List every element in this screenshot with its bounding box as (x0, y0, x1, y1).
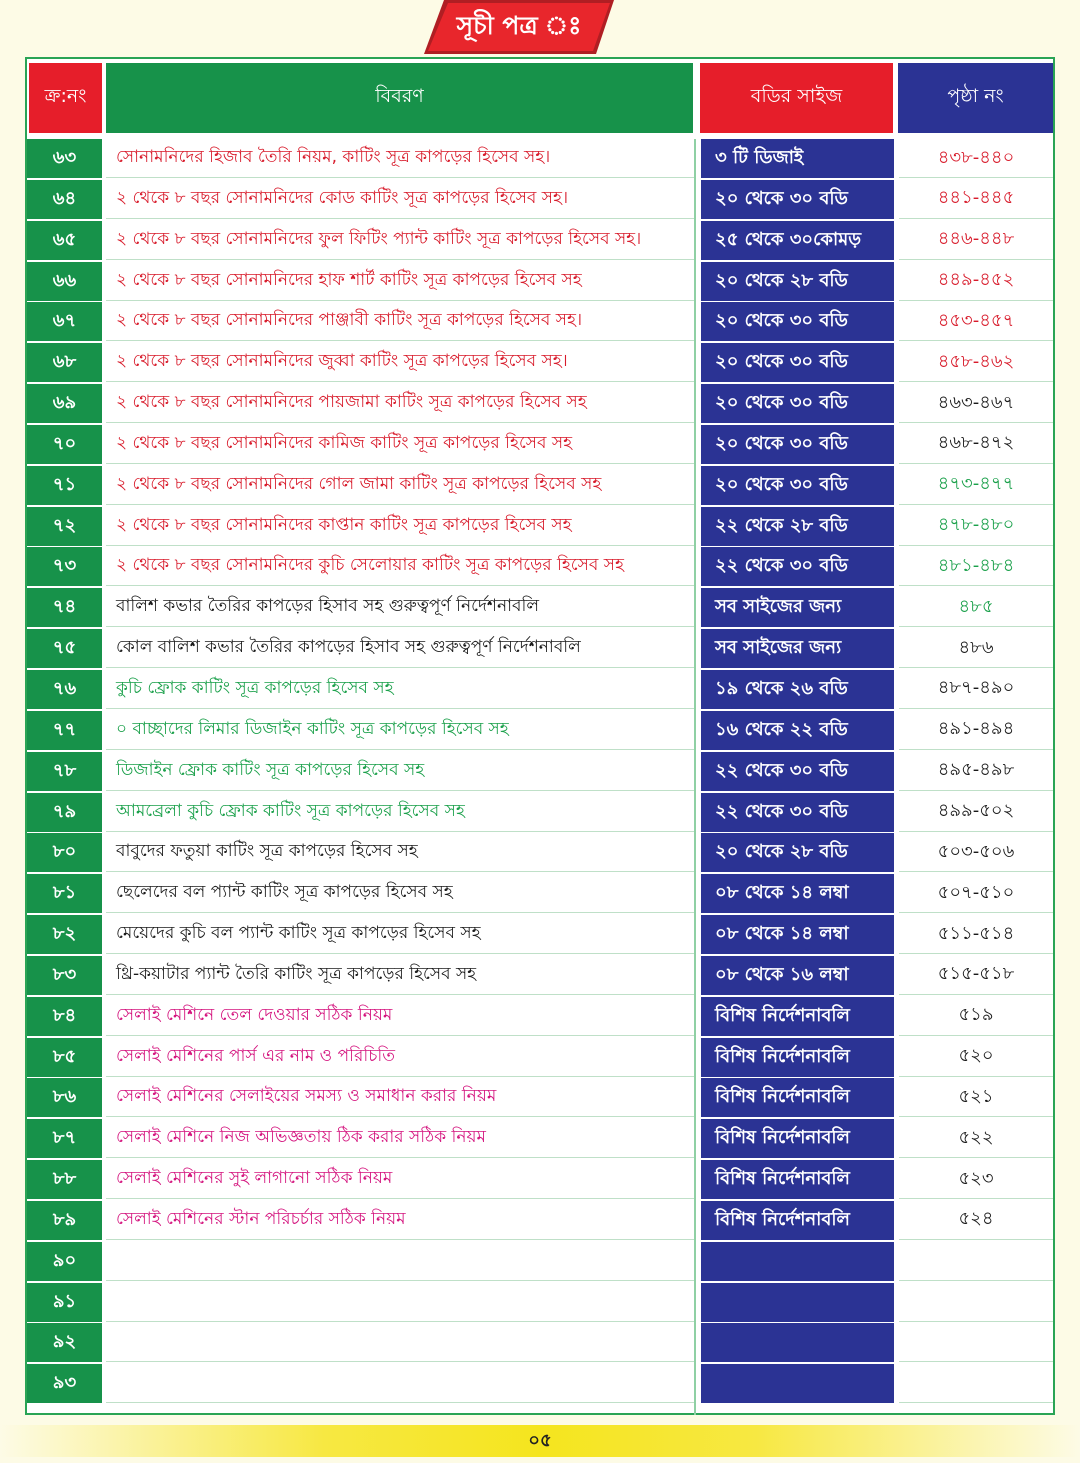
row-body-size: ০৮ থেকে ১৬ লম্বা (701, 956, 894, 995)
table-row (27, 466, 1053, 507)
row-page-range: ৫২২ (899, 1119, 1053, 1158)
row-number: ৬৭ (27, 302, 102, 341)
row-page-range (899, 1364, 1053, 1403)
table-row (27, 1119, 1053, 1160)
row-body-size: ২২ থেকে ৩০ বডি (701, 547, 894, 586)
row-body-size: ২০ থেকে ৩০ বডি (701, 343, 894, 382)
row-number: ৮৭ (27, 1119, 102, 1158)
table-row (27, 997, 1053, 1038)
row-body-size: ১৯ থেকে ২৬ বডি (701, 670, 894, 709)
row-number: ৭৮ (27, 752, 102, 791)
row-page-range: ৪৬৩-৪৬৭ (899, 384, 1053, 423)
row-description: সেলাই মেশিনের স্টান পরিচর্চার সঠিক নিয়ম (106, 1201, 694, 1240)
row-page-range: ৪৮৬ (899, 629, 1053, 668)
row-body-size: বিশিষ নির্দেশনাবলি (701, 997, 894, 1036)
row-description: ছেলেদের বল প্যান্ট কাটিং সূত্র কাপড়ের হিসেব সহ (106, 874, 694, 913)
row-description: আমব্রেলা কুচি ফ্রোক কাটিং সূত্র কাপড়ের হিসেব সহ (106, 793, 694, 832)
toc-table (25, 57, 1055, 1415)
row-number: ৯১ (27, 1283, 102, 1322)
row-body-size: ২০ থেকে ২৮ বডি (701, 833, 894, 872)
row-page-range: ৪৮৭-৪৯০ (899, 670, 1053, 709)
row-description: সেলাই মেশিনের সুই লাগানো সঠিক নিয়ম (106, 1160, 694, 1199)
page-number: ০৫ (528, 1429, 552, 1451)
table-row (27, 139, 1053, 180)
row-description (106, 1323, 694, 1362)
row-description: ২ থেকে ৮ বছর সোনামনিদের ফুল ফিটিং প্যান্ট কাটিং সূত্র কাপড়ের হিসেব সহ। (106, 221, 694, 260)
row-page-range: ৫১১-৫১৪ (899, 915, 1053, 954)
row-number: ৮৮ (27, 1160, 102, 1199)
row-body-size: ২০ থেকে ৩০ বডি (701, 466, 894, 505)
table-row (27, 629, 1053, 670)
row-page-range: ৪৩৮-৪৪০ (899, 139, 1053, 178)
row-description: ২ থেকে ৮ বছর সোনামনিদের গোল জামা কাটিং সূত্র কাপড়ের হিসেব সহ (106, 466, 694, 505)
row-body-size: ২২ থেকে ৩০ বডি (701, 793, 894, 832)
row-number: ৬৫ (27, 221, 102, 260)
table-row (27, 262, 1053, 303)
row-description: ২ থেকে ৮ বছর সোনামনিদের কাপ্তান কাটিং সূত্র কাপড়ের হিসেব সহ (106, 507, 694, 546)
row-page-range (899, 1242, 1053, 1281)
table-row (27, 384, 1053, 425)
table-row (27, 425, 1053, 466)
row-body-size (701, 1242, 894, 1281)
row-description: সেলাই মেশিনে নিজ অভিজ্ঞতায় ঠিক করার সঠিক নিয়ম (106, 1119, 694, 1158)
table-row (27, 752, 1053, 793)
row-description: সেলাই মেশিনের সেলাইয়ের সমস্য ও সমাধান করার নিয়ম (106, 1078, 694, 1117)
title-banner (0, 0, 1080, 58)
table-row (27, 1038, 1053, 1079)
row-page-range: ৪৭৩-৪৭৭ (899, 466, 1053, 505)
row-page-range: ৪৪৯-৪৫২ (899, 262, 1053, 301)
row-page-range: ৪৯৯-৫০২ (899, 793, 1053, 832)
row-number: ৭৫ (27, 629, 102, 668)
row-page-range: ৪৭৮-৪৮০ (899, 507, 1053, 546)
row-description: ২ থেকে ৮ বছর সোনামনিদের পায়জামা কাটিং সূত্র কাপড়ের হিসেব সহ (106, 384, 694, 423)
table-row (27, 1078, 1053, 1119)
row-page-range: ৪৮৫ (899, 588, 1053, 627)
row-body-size: সব সাইজের জন্য (701, 629, 894, 668)
row-page-range: ৫০৩-৫০৬ (899, 833, 1053, 872)
row-body-size (701, 1323, 894, 1362)
row-number: ৭২ (27, 507, 102, 546)
row-description: মেয়েদের কুচি বল প্যান্ট কাটিং সূত্র কাপড়ের হিসেব সহ (106, 915, 694, 954)
table-row (27, 711, 1053, 752)
row-number: ৭১ (27, 466, 102, 505)
table-row (27, 588, 1053, 629)
row-number: ৭০ (27, 425, 102, 464)
row-page-range: ৪৬৮-৪৭২ (899, 425, 1053, 464)
row-number: ৮২ (27, 915, 102, 954)
row-description: বাবুদের ফতুয়া কাটিং সূত্র কাপড়ের হিসেব সহ (106, 833, 694, 872)
table-row (27, 180, 1053, 221)
row-number: ৭৯ (27, 793, 102, 832)
row-number: ৬৪ (27, 180, 102, 219)
row-body-size: ৩ টি ডিজাই (701, 139, 894, 178)
row-description: বালিশ কভার তৈরির কাপড়ের হিসাব সহ গুরুত্বপূর্ণ নির্দেশনাবলি (106, 588, 694, 627)
row-body-size: বিশিষ নির্দেশনাবলি (701, 1038, 894, 1077)
row-description (106, 1364, 694, 1403)
row-number: ৯০ (27, 1242, 102, 1281)
row-number: ৮৫ (27, 1038, 102, 1077)
row-body-size: ০৮ থেকে ১৪ লম্বা (701, 874, 894, 913)
row-body-size: বিশিষ নির্দেশনাবলি (701, 1078, 894, 1117)
row-page-range: ৪৮১-৪৮৪ (899, 547, 1053, 586)
row-page-range (899, 1283, 1053, 1322)
row-number: ৮৯ (27, 1201, 102, 1240)
row-number: ৭৪ (27, 588, 102, 627)
row-number: ৯৩ (27, 1364, 102, 1403)
row-number: ৬৯ (27, 384, 102, 423)
row-number: ৭৬ (27, 670, 102, 709)
row-description: ২ থেকে ৮ বছর সোনামনিদের কুচি সেলোয়ার কাটিং সূত্র কাপড়ের হিসেব সহ (106, 547, 694, 586)
row-number: ৬৬ (27, 262, 102, 301)
row-body-size: বিশিষ নির্দেশনাবলি (701, 1119, 894, 1158)
row-description: কুচি ফ্রোক কাটিং সূত্র কাপড়ের হিসেব সহ (106, 670, 694, 709)
row-page-range: ৪৫৮-৪৬২ (899, 343, 1053, 382)
row-number: ৮৪ (27, 997, 102, 1036)
row-body-size: ০৮ থেকে ১৪ লম্বা (701, 915, 894, 954)
row-body-size: ২৫ থেকে ৩০কোমড় (701, 221, 894, 260)
title-tab (424, 0, 614, 54)
table-row (27, 507, 1053, 548)
table-row (27, 874, 1053, 915)
row-page-range: ৪৯৫-৪৯৮ (899, 752, 1053, 791)
row-description: ডিজাইন ফ্রোক কাটিং সূত্র কাপড়ের হিসেব সহ (106, 752, 694, 791)
table-row (27, 833, 1053, 874)
row-number: ৭৭ (27, 711, 102, 750)
row-page-range (899, 1323, 1053, 1362)
table-row (27, 343, 1053, 384)
table-row (27, 1201, 1053, 1242)
row-page-range: ৫২১ (899, 1078, 1053, 1117)
row-number: ৮৬ (27, 1078, 102, 1117)
row-body-size (701, 1364, 894, 1403)
row-description (106, 1283, 694, 1322)
row-page-range: ৫২০ (899, 1038, 1053, 1077)
row-page-range: ৫১৫-৫১৮ (899, 956, 1053, 995)
table-row (27, 956, 1053, 997)
row-number: ৮৩ (27, 956, 102, 995)
page-title: সূচী পত্র ঃ (456, 10, 582, 40)
row-page-range: ৪৪১-৪৪৫ (899, 180, 1053, 219)
header-description: বিবরণ (106, 63, 693, 133)
row-body-size: ২০ থেকে ৩০ বডি (701, 180, 894, 219)
table-row (27, 1160, 1053, 1201)
row-number: ৮০ (27, 833, 102, 872)
row-description: ২ থেকে ৮ বছর সোনামনিদের পাঞ্জাবী কাটিং সূত্র কাপড়ের হিসেব সহ। (106, 302, 694, 341)
row-body-size: ২০ থেকে ৩০ বডি (701, 384, 894, 423)
row-description: ০ বাচ্ছাদের লিমার ডিজাইন কাটিং সূত্র কাপড়ের হিসেব সহ (106, 711, 694, 750)
row-description: ২ থেকে ৮ বছর সোনামনিদের হাফ শার্ট কাটিং সূত্র কাপড়ের হিসেব সহ (106, 262, 694, 301)
table-row (27, 1323, 1053, 1364)
header-size: বডির সাইজ (700, 63, 893, 133)
table-row (27, 302, 1053, 343)
table-row (27, 221, 1053, 262)
row-description: ২ থেকে ৮ বছর সোনামনিদের কামিজ কাটিং সূত্র কাপড়ের হিসেব সহ (106, 425, 694, 464)
row-description: ২ থেকে ৮ বছর সোনামনিদের জুব্বা কাটিং সূত্র কাপড়ের হিসেব সহ। (106, 343, 694, 382)
table-row (27, 670, 1053, 711)
table-row (27, 793, 1053, 834)
header-page: পৃষ্ঠা নং (898, 63, 1053, 133)
row-description: কোল বালিশ কভার তৈরির কাপড়ের হিসাব সহ গুরুত্বপূর্ণ নির্দেশনাবলি (106, 629, 694, 668)
row-body-size: ২০ থেকে ৩০ বডি (701, 425, 894, 464)
row-description (106, 1242, 694, 1281)
row-number: ৯২ (27, 1323, 102, 1362)
row-page-range: ৫০৭-৫১০ (899, 874, 1053, 913)
row-number: ৬৮ (27, 343, 102, 382)
row-body-size: বিশিষ নির্দেশনাবলি (701, 1160, 894, 1199)
row-body-size: ২০ থেকে ৩০ বডি (701, 302, 894, 341)
table-row (27, 1283, 1053, 1324)
row-page-range: ৪৪৬-৪৪৮ (899, 221, 1053, 260)
row-body-size: ২২ থেকে ৩০ বডি (701, 752, 894, 791)
table-row (27, 915, 1053, 956)
row-number: ৬৩ (27, 139, 102, 178)
row-page-range: ৫১৯ (899, 997, 1053, 1036)
table-row (27, 547, 1053, 588)
row-number: ৭৩ (27, 547, 102, 586)
row-body-size: সব সাইজের জন্য (701, 588, 894, 627)
footer-page-number (0, 1425, 1080, 1457)
row-page-range: ৪৯১-৪৯৪ (899, 711, 1053, 750)
row-description: ২ থেকে ৮ বছর সোনামনিদের কোড কাটিং সূত্র কাপড়ের হিসেব সহ। (106, 180, 694, 219)
row-body-size: ১৬ থেকে ২২ বডি (701, 711, 894, 750)
row-body-size: বিশিষ নির্দেশনাবলি (701, 1201, 894, 1240)
row-body-size: ২০ থেকে ২৮ বডি (701, 262, 894, 301)
header-no: ক্র:নং (29, 63, 102, 133)
row-description: থ্রি-কয়াটার প্যান্ট তৈরি কাটিং সূত্র কাপড়ের হিসেব সহ (106, 956, 694, 995)
row-page-range: ৫২৪ (899, 1201, 1053, 1240)
row-description: সেলাই মেশিনে তেল দেওয়ার সঠিক নিয়ম (106, 997, 694, 1036)
row-description: সোনামনিদের হিজাব তৈরি নিয়ম, কাটিং সূত্র কাপড়ের হিসেব সহ। (106, 139, 694, 178)
row-body-size: ২২ থেকে ২৮ বডি (701, 507, 894, 546)
table-row (27, 1242, 1053, 1283)
table-row (27, 1364, 1053, 1405)
row-page-range: ৫২৩ (899, 1160, 1053, 1199)
row-body-size (701, 1283, 894, 1322)
toc-rows (27, 139, 1053, 1405)
row-number: ৮১ (27, 874, 102, 913)
row-description: সেলাই মেশিনের পার্স এর নাম ও পরিচিতি (106, 1038, 694, 1077)
row-page-range: ৪৫৩-৪৫৭ (899, 302, 1053, 341)
